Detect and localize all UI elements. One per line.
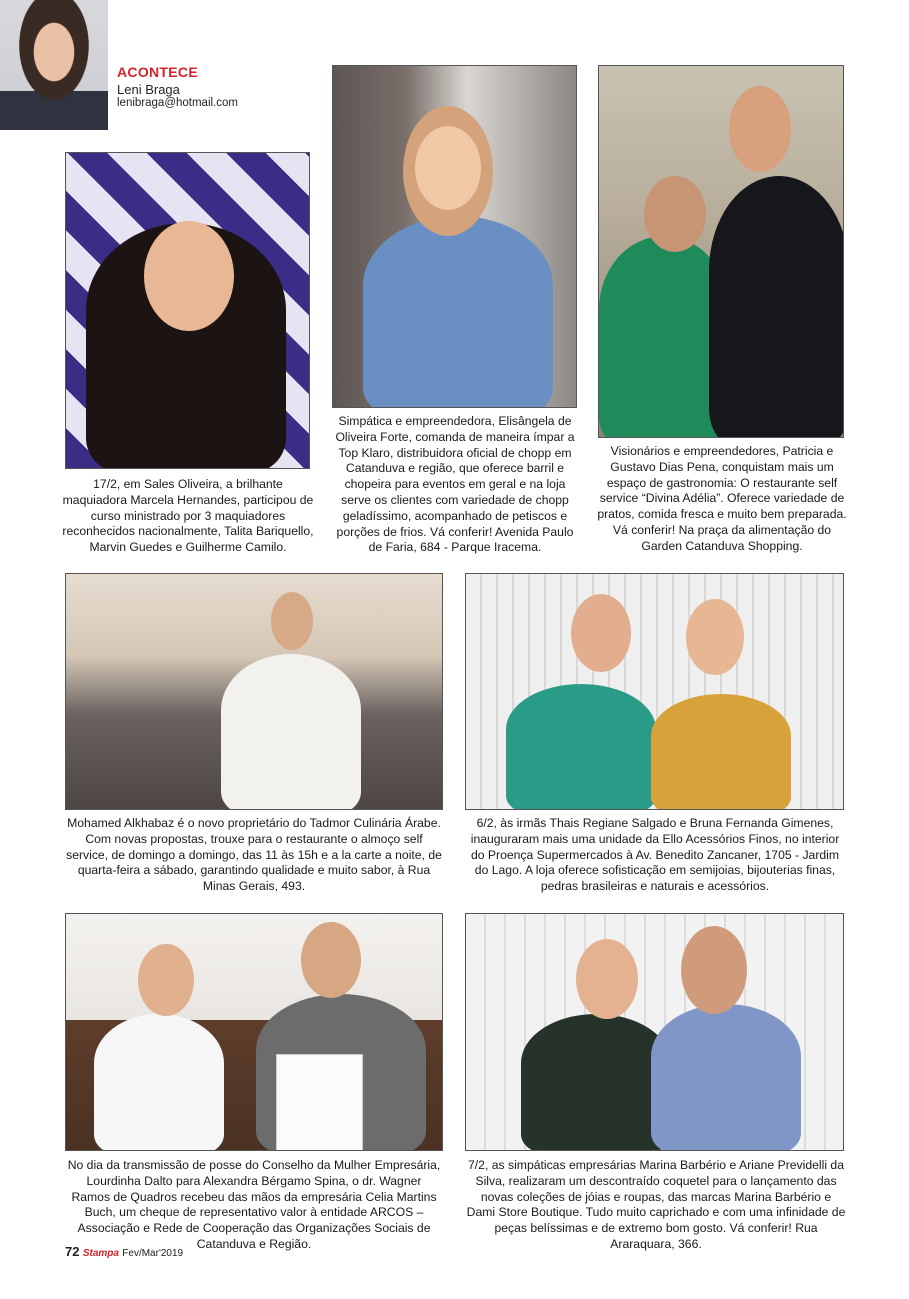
- author-name: Leni Braga: [117, 82, 180, 97]
- photo-marina-barberio: [465, 913, 844, 1151]
- caption-5: 6/2, às irmãs Thais Regiane Salgado e Bruna Fernanda Gimenes, inauguraram mais uma unidade da Ello Acessórios Finos, no interior do Proença Supermercados à Av. Benedito Zancaner, 1705 - Jardim do Lago. A loja oferece sofisticação em semijoias, bijouterias finas, pedras brasileiras e naturais e acessórios.: [470, 816, 840, 894]
- caption-2: Simpática e empreendedora, Elisângela de Oliveira Forte, comanda de maneira ímpar a Top Klaro, distribuidora oficial de chopp em Catanduva e região, que oferece barril e chopeira para eventos em geral e na loja serve os clientes com variedade de chopp geladíssimo, acompanhado de petiscos e porções de frios. Vá conferir! Avenida Paulo de Faria, 684 - Parque Iracema.: [335, 414, 575, 555]
- page-footer: [65, 1244, 183, 1259]
- photo-marcela-hernandes: [65, 152, 310, 469]
- caption-1: 17/2, em Sales Oliveira, a brilhante maquiadora Marcela Hernandes, participou de curso ministrado por 3 maquiadores reconhecidos nacionalmente, Talita Bariquello, Marvin Guedes e Guilherme Camilo.: [62, 477, 314, 555]
- page-number: 72: [65, 1244, 80, 1259]
- caption-6: No dia da transmissão de posse do Conselho da Mulher Empresária, Lourdinha Dalto para Alexandra Bérgamo Spina, o dr. Wagner Ramos de Quadros recebeu das mãos da empresária Celia Martins Buch, um cheque de representativo valor à entidade ARCOS – Associação e Rede de Cooperação das Organizações Sociais de Catanduva e Região.: [67, 1158, 441, 1251]
- caption-3: Visionários e empreendedores, Patricia e Gustavo Dias Pena, conquistam mais um espaço de gastronomia: O restaurante self service “Divina Adélia”. Oferece variedade de pratos, comida fresca e muito bem preparada. Vá conferir! Na praça da alimentação do Garden Catanduva Shopping.: [597, 444, 847, 553]
- author-email[interactable]: lenibraga@hotmail.com: [117, 97, 238, 109]
- photo-conselho-mulher-empresaria: [65, 913, 443, 1151]
- magazine-brand: Stampa: [82, 1248, 119, 1259]
- section-title: ACONTECE: [117, 64, 198, 80]
- photo-elisangela-forte: [332, 65, 577, 408]
- photo-tadmor-culinaria: [65, 573, 443, 810]
- photo-ello-acessorios: [465, 573, 844, 810]
- columnist-photo: [0, 0, 108, 130]
- caption-4: Mohamed Alkhabaz é o novo proprietário do Tadmor Culinária Árabe. Com novas propostas, trouxe para o restaurante o almoço self service, de domingo a domingo, das 11 às 15h e a la carte a noite, de quarta-feira a sábado, garantindo qualidade e muito sabor, à Rua Minas Gerais, 493.: [66, 816, 442, 894]
- caption-7: 7/2, as simpáticas empresárias Marina Barbério e Ariane Previdelli da Silva, realizaram um descontraído coquetel para o lançamento das novas coleções de jóias e roupas, das marcas Marina Barbério e Dami Store Boutique. Tudo muito caprichado e com uma infinidade de peças belíssimas e de extremo bom gosto. Vá conferir! Rua Araraquara, 366.: [466, 1158, 846, 1251]
- issue-date: Fev/Mar'2019: [122, 1248, 184, 1259]
- photo-divina-adelia: [598, 65, 844, 438]
